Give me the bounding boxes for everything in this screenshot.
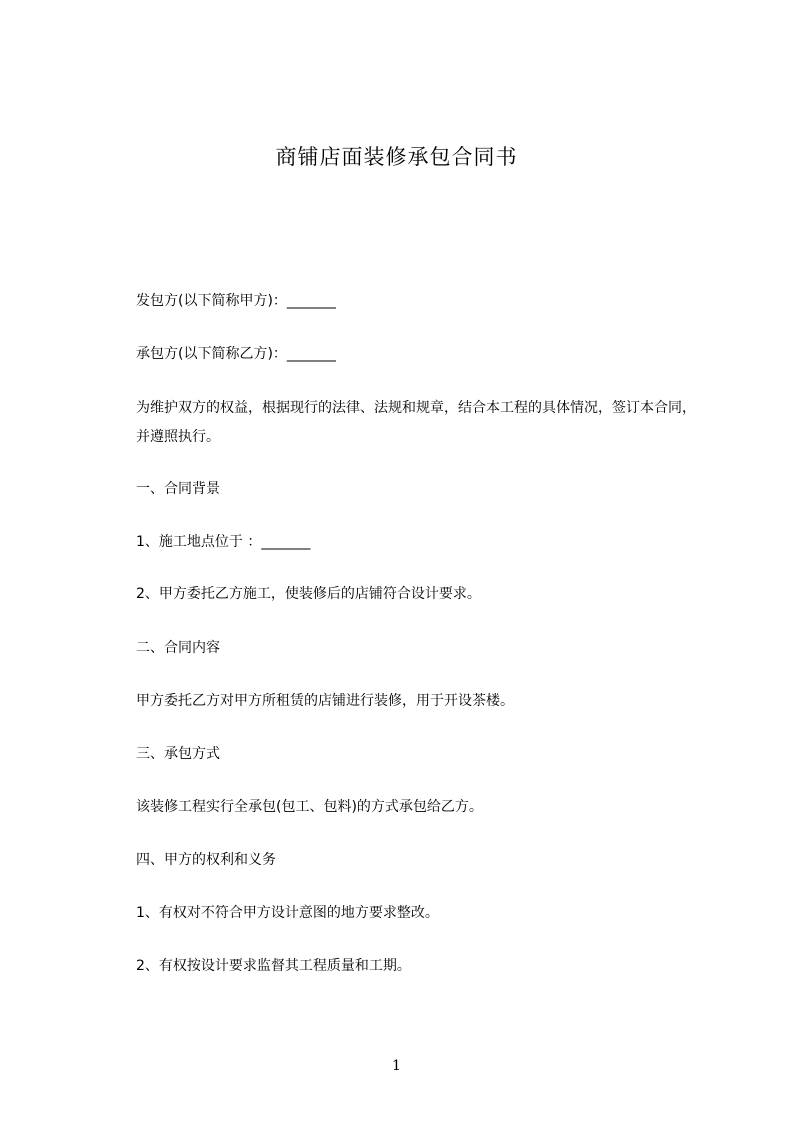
clause-rectification-right: 1、有权对不符合甲方设计意图的地方要求整改。	[136, 905, 439, 921]
section-heading-content: 二、合同内容	[136, 640, 220, 656]
clause-contract-method: 该装修工程实行全承包(包工、包料)的方式承包给乙方。	[136, 799, 483, 815]
page-number: 1	[392, 1058, 401, 1074]
party-a-line: 发包方(以下简称甲方)：_______	[136, 293, 336, 309]
preamble-paragraph: 为维护双方的权益，根据现行的法律、法规和规章，结合本工程的具体情况，签订本合同，并遵照执行。	[136, 400, 696, 445]
clause-content: 甲方委托乙方对甲方所租赁的店铺进行装修，用于开设茶楼。	[136, 693, 514, 709]
party-b-line: 承包方(以下简称乙方)：_______	[136, 346, 336, 362]
clause-supervision-right: 2、有权按设计要求监督其工程质量和工期。	[136, 958, 411, 974]
clause-entrustment: 2、甲方委托乙方施工，使装修后的店铺符合设计要求。	[136, 586, 481, 602]
document-title: 商铺店面装修承包合同书	[275, 145, 518, 169]
section-heading-contract-method: 三、承包方式	[136, 746, 220, 762]
section-heading-background: 一、合同背景	[136, 481, 220, 497]
clause-construction-site: 1、施工地点位于 ：_______	[136, 534, 311, 550]
section-heading-party-a-rights: 四、甲方的权利和义务	[136, 852, 276, 868]
